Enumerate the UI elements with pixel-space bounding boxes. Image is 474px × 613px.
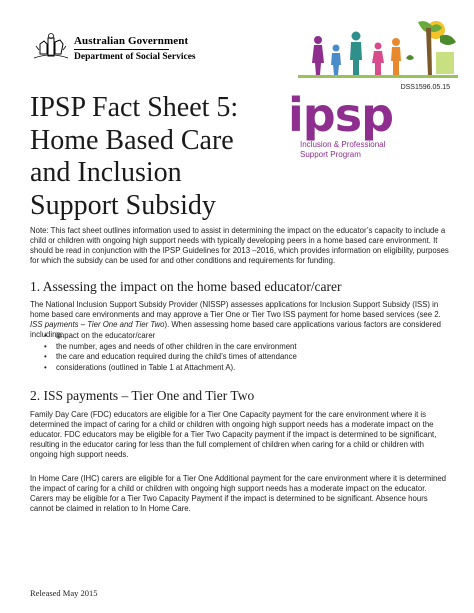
ipsp-logo-word: ipsp — [288, 88, 394, 142]
title-line: Support Subsidy — [30, 189, 216, 221]
release-date: Released May 2015 — [30, 588, 98, 598]
document-number: DSS1596.05.15 — [400, 84, 450, 91]
logo-subtitle-line: Inclusion & Professional — [300, 140, 386, 149]
section-1-heading: 1. Assessing the impact on the home based educator/carer — [30, 279, 342, 294]
paragraph-text: ). When assessing home based care applications various factors are considered including: — [30, 320, 442, 339]
list-item: • the number, ages and needs of other children in the care environment — [30, 342, 450, 353]
list-item: • impact on the educator/carer — [30, 331, 450, 342]
government-crest-logo — [32, 32, 70, 62]
title-line: Home Based Care — [30, 124, 234, 156]
paragraph-italic-text: ISS payments – Tier One and Tier Two — [30, 320, 165, 329]
wordmark-divider — [74, 49, 169, 50]
department-name: Department of Social Services — [74, 52, 196, 62]
family-illustration — [298, 18, 458, 80]
section-2-heading: 2. ISS payments – Tier One and Tier Two — [30, 388, 255, 403]
title-line: IPSP Fact Sheet 5: — [30, 92, 239, 123]
considerations-list — [30, 331, 450, 373]
government-name: Australian Government — [74, 35, 189, 47]
title-line: and Inclusion — [30, 157, 182, 188]
government-wordmark — [74, 35, 196, 62]
page-title — [30, 92, 280, 222]
section-2-paragraph-fdc: Family Day Care (FDC) educators are eligible for a Tier One Capacity payment for the care environment where it is determined the impact of caring for a child or children with ongoing high support needs has a moderate impact on the educator. FDC educators may be eligible for a Tier Two Capacity payment if the impact is determined to be significant, resulting in the educator caring for less than the full complement of children when caring for a child or children with ongoing high support needs. — [30, 410, 437, 459]
list-item: • considerations (outlined in Table 1 at Attachment A). — [30, 363, 450, 374]
section-2-paragraph-ihc: In Home Care (IHC) carers are eligible for a Tier One Additional payment for the care environment where it is determined the impact of caring for a child or children with ongoing high support needs has a moderate impact on the educator. Carers may be eligible for a Tier Two Capacity Payment if the impact is determined to be significant. Absence hours cannot be claimed in relation to In Home Care. — [30, 474, 447, 513]
paragraph-text: The National Inclusion Support Subsidy Provider (NISSP) assesses applications for Inclusion Support Subsidy (ISS) in home based care environments and may approve a Tier One or Tier Two ISS payment for home based services (see 2. — [30, 300, 441, 319]
intro-note: Note: This fact sheet outlines information used to assist in determining the impact on the educator’s capacity to include a child or children with ongoing high support needs with typically developing peers in a home based care environment. It should be read in conjunction with the IPSP Guidelines for 2013 –2016, which provides information on eligibility, purposes for which the subsidy can be used for and other conditions and requirements for funding. — [30, 226, 449, 266]
logo-subtitle-line: Support Program — [300, 149, 361, 159]
ipsp-logo — [288, 88, 448, 166]
ipsp-logo-subtitle — [300, 140, 385, 159]
list-item: • the care and education required during the child’s times of attendance — [30, 352, 450, 363]
